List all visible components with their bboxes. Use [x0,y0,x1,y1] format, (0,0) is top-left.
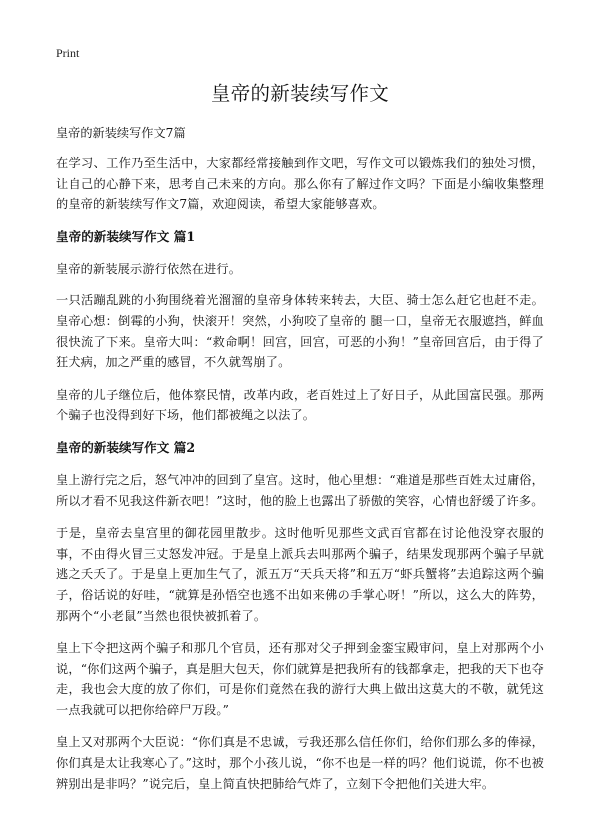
intro-paragraph: 在学习、工作乃至生活中，大家都经常接触到作文吧，写作文可以锻炼我们的独处习惯，让自己的心静下来，思考自己未来的方向。那么你有了解过作文吗？下面是小编收集整理的皇帝的新装续写作文7篇，欢迎阅读，希望大家能够喜欢。 [56,156,544,212]
section-2-paragraph: 于是，皇帝去皇宫里的御花园里散步。这时他听见那些文武百官都在讨论他没穿衣服的事，不由得火冒三丈怒发冲冠。于是皇上派兵去叫那两个骗子，结果发现那两个骗子早就逃之夭夭了。于是皇上更加生气了，派五万“天兵天将”和五万“虾兵蟹将”去追踪这两个骗子，俗话说的好哇，“就算是孙悟空也逃不出如来佛の手掌心呀！”所以，这么大的阵势，那两个“小老鼠”当然也很快被抓着了。 [56,526,544,623]
section-1-paragraph: 皇帝的儿子继位后，他体察民情，改革内政，老百姓过上了好日子，从此国富民强。那两个骗子也没得到好下场，他们都被绳之以法了。 [56,387,544,423]
document-title: 皇帝的新装续写作文 [210,82,390,105]
section-heading-1: 皇帝的新装续写作文 篇1 [56,228,196,244]
print-link[interactable]: Print [56,46,80,60]
section-2-paragraph: 皇上又对那两个大臣说：“你们真是不忠诚，亏我还那么信任你们，给你们那么多的俸禄，你们真是太让我寒心了。”这时，那个小孩儿说，“你不也是一样的吗？他们说谎，你不也被辨别出是非吗？”说完后，皇上简直快把肺给气炸了，立刻下令把他们关进大牢。 [56,735,544,791]
section-2-paragraph: 皇上下令把这两个骗子和那几个官员，还有那对父子押到金銮宝殿审问，皇上对那两个小说，“你们这两个骗子，真是胆大包天，你们就算是把我所有的钱都拿走，把我的天下也夺走，我也会大度的放了你们，可是你们竟然在我的游行大典上做出这莫大的不敬，就凭这一点我就可以把你给碎尸万段。” [56,641,544,717]
section-1-paragraph: 皇帝的新装展示游行依然在进行。 [56,261,242,276]
section-heading-2: 皇帝的新装续写作文 篇2 [56,439,196,455]
document-subtitle: 皇帝的新装续写作文7篇 [56,126,186,140]
section-1-paragraph: 一只活蹦乱跳的小狗围绕着光溜溜的皇帝身体转来转去，大臣、骑士怎么赶它也赶不走。皇帝心想：倒霉的小狗，快滚开！突然，小狗咬了皇帝的 腿一口，皇帝无衣服遮挡，鲜血很快流了下来。皇帝大叫：“救命啊！回宫，回宫，可恶的小狗！”皇帝回宫后，由于得了狂犬病，加之严重的感冒，不久就驾崩了。 [56,293,544,370]
section-2-paragraph: 皇上游行完之后，怒气冲冲的回到了皇宫。这时，他心里想：“难道是那些百姓太过庸俗，所以才看不见我这件新衣吧！”这时，他的脸上也露出了骄傲的笑容，心情也舒缓了许多。 [56,472,544,508]
